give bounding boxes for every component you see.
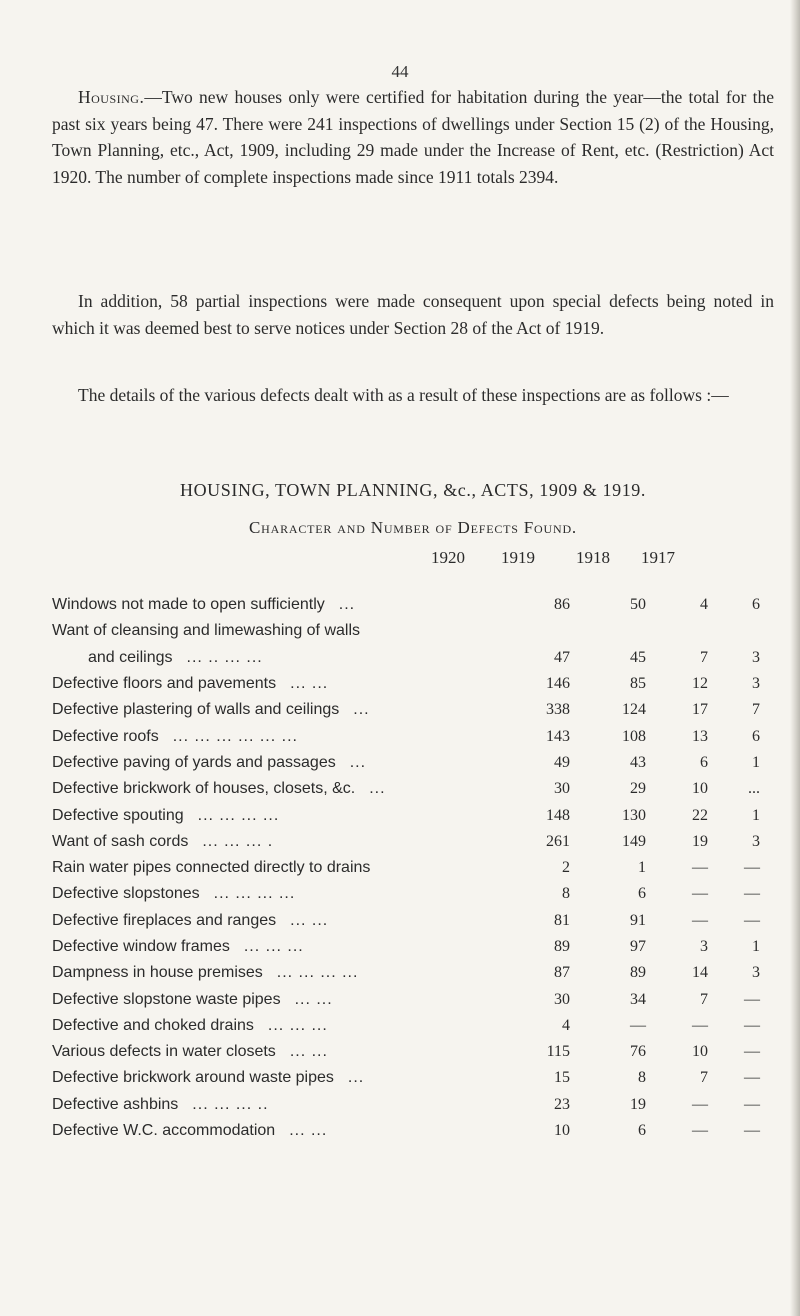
count-1920: 30 xyxy=(554,990,570,1008)
count-1917: 6 xyxy=(752,727,760,745)
count-1919: 29 xyxy=(630,780,646,798)
table-row xyxy=(52,881,760,907)
leader-dots: ... ... xyxy=(289,1122,328,1140)
count-1920 xyxy=(528,618,570,644)
count-1919: 6 xyxy=(638,885,646,903)
paragraph-housing xyxy=(52,84,774,190)
count-1920: 2 xyxy=(562,859,570,877)
count-1919: 19 xyxy=(630,1095,646,1113)
count-1917: — xyxy=(744,1043,760,1061)
scan-edge-shadow xyxy=(790,0,800,1316)
count-1917: 7 xyxy=(752,701,760,719)
count-1919: 89 xyxy=(630,964,646,982)
count-1919: 149 xyxy=(622,832,646,850)
leader-dots: ... ... ... .. xyxy=(192,1095,269,1113)
table-row xyxy=(52,1013,760,1039)
count-1917: — xyxy=(744,1095,760,1113)
count-1918: — xyxy=(692,859,708,877)
count-1920: 143 xyxy=(546,727,570,745)
defect-label xyxy=(52,829,528,855)
defect-name: Defective roofs xyxy=(52,727,159,745)
defect-label xyxy=(52,855,528,881)
defect-name: Defective paving of yards and passages xyxy=(52,753,336,771)
leader-dots: ... ... xyxy=(290,911,329,929)
paragraph-details-intro: The details of the various defects dealt with as a result of these inspections are as follows :— xyxy=(78,385,729,405)
defect-label xyxy=(52,697,528,723)
table-row xyxy=(52,934,760,960)
count-1920: 86 xyxy=(554,596,570,614)
table-row xyxy=(52,1039,760,1065)
defect-name: Defective floors and pavements xyxy=(52,675,277,693)
table-row xyxy=(52,986,760,1012)
count-1918: 22 xyxy=(692,806,708,824)
defect-label xyxy=(52,802,528,828)
count-1919: 34 xyxy=(630,990,646,1008)
table-row xyxy=(52,908,760,934)
defect-label xyxy=(52,776,528,802)
count-1918: — xyxy=(692,911,708,929)
count-1920: 87 xyxy=(554,964,570,982)
leader-dots: ... .. ... ... xyxy=(186,648,263,666)
defect-name: Defective slopstones xyxy=(52,885,200,903)
defect-label xyxy=(52,1039,528,1065)
leader-dots: ... ... ... ... xyxy=(276,964,359,982)
defect-name: Defective spouting xyxy=(52,806,184,824)
count-1918: 7 xyxy=(700,990,708,1008)
table-row xyxy=(52,1065,760,1091)
table-row xyxy=(52,697,760,723)
defect-label xyxy=(52,592,528,618)
leader-dots: ... ... xyxy=(289,1043,328,1061)
defect-name: Defective window frames xyxy=(52,938,230,955)
table-row xyxy=(52,645,760,671)
count-1917: — xyxy=(744,1069,760,1087)
defect-name: Defective W.C. accommodation xyxy=(52,1122,276,1140)
count-1918: 7 xyxy=(700,648,708,666)
count-1920: 261 xyxy=(546,832,570,850)
defect-name: Defective ashbins xyxy=(52,1095,179,1113)
count-1919: 1 xyxy=(638,859,646,877)
count-1920: 8 xyxy=(562,885,570,903)
count-1920: 4 xyxy=(562,1016,570,1034)
defect-name: Want of cleansing and limewashing of walls xyxy=(52,622,361,640)
defect-label xyxy=(52,934,528,960)
defect-name: Want of sash cords xyxy=(52,832,189,850)
count-1920: 15 xyxy=(554,1069,570,1087)
count-1918: 13 xyxy=(692,727,708,745)
count-1918: 3 xyxy=(700,938,708,955)
count-1919: 97 xyxy=(630,938,646,955)
table-title: HOUSING, TOWN PLANNING, &c., ACTS, 1909 & 1919. xyxy=(179,480,647,500)
count-1918: 4 xyxy=(700,596,708,614)
year-header-1917: 1917 xyxy=(641,548,675,567)
count-1918: 6 xyxy=(700,753,708,771)
defect-label xyxy=(52,1013,528,1039)
count-1918 xyxy=(646,618,708,644)
defect-label xyxy=(52,986,528,1012)
count-1920: 81 xyxy=(554,911,570,929)
defect-label xyxy=(52,881,528,907)
table-row xyxy=(52,802,760,828)
leader-dots: ... xyxy=(347,1069,365,1087)
table-row xyxy=(52,776,760,802)
defect-label xyxy=(52,960,528,986)
page-number: 44 xyxy=(391,62,409,81)
count-1919: 43 xyxy=(630,753,646,771)
table-row xyxy=(52,723,760,749)
leader-dots: ... ... ... xyxy=(243,938,304,955)
defect-name: Windows not made to open sufficiently xyxy=(52,596,325,614)
count-1919: 91 xyxy=(630,911,646,929)
defect-name: Defective and choked drains xyxy=(52,1016,254,1034)
table-row xyxy=(52,960,760,986)
count-1917: 3 xyxy=(752,832,760,850)
count-1917: ... xyxy=(748,780,760,798)
count-1919: — xyxy=(630,1016,646,1034)
count-1919 xyxy=(570,618,646,644)
count-1919: 6 xyxy=(638,1122,646,1140)
table-subtitle: Character and Number of Defects Found. xyxy=(249,518,577,537)
leader-dots: ... xyxy=(349,753,367,771)
count-1920: 10 xyxy=(554,1122,570,1140)
count-1918: 7 xyxy=(700,1069,708,1087)
defect-name: Dampness in house premises xyxy=(52,964,263,982)
count-1919: 124 xyxy=(622,701,646,719)
year-header-1920: 1920 xyxy=(431,548,465,567)
count-1917: 1 xyxy=(752,806,760,824)
count-1917: — xyxy=(744,990,760,1008)
defect-name: Defective slopstone waste pipes xyxy=(52,990,281,1008)
leader-dots: ... xyxy=(338,596,356,614)
leader-dots: ... xyxy=(369,780,386,798)
table-row xyxy=(52,1092,760,1118)
leader-dots: ... ... ... ... xyxy=(213,885,296,903)
defect-name: Defective brickwork around waste pipes xyxy=(52,1069,334,1087)
count-1920: 23 xyxy=(554,1095,570,1113)
leader-dots: ... ... ... ... ... ... xyxy=(172,727,298,745)
count-1919: 85 xyxy=(630,675,646,693)
count-1917: — xyxy=(744,885,760,903)
count-1920: 47 xyxy=(554,648,570,666)
defect-name: Defective fireplaces and ranges xyxy=(52,911,277,929)
count-1918: 12 xyxy=(692,675,708,693)
paragraph-text: —Two new houses only were certified for habitation during the year—the total for the past six years being 47. There were 241 inspections of dwellings under Section 15 (2) of the Housing, Town Planning, etc., Act, 1909, including 29 made under the Increase of Rent, etc. (Restriction) Act 1920. The number of complete inspections made since 1911 totals 2394. xyxy=(52,87,774,187)
count-1920: 338 xyxy=(546,701,570,719)
count-1917: 6 xyxy=(752,596,760,614)
paragraph-lead: Housing. xyxy=(78,87,145,107)
count-1920: 148 xyxy=(546,806,570,824)
defect-name: Various defects in water closets xyxy=(52,1043,276,1061)
leader-dots: ... ... ... . xyxy=(202,832,274,850)
year-header-1919: 1919 xyxy=(501,548,535,567)
count-1918: 17 xyxy=(692,701,708,719)
count-1918: — xyxy=(692,885,708,903)
count-1917: 1 xyxy=(752,938,760,955)
count-1920: 115 xyxy=(546,1043,570,1061)
defect-name: Defective brickwork of houses, closets, &c. xyxy=(52,780,356,798)
count-1917: — xyxy=(744,1122,760,1140)
defect-label xyxy=(52,618,528,644)
leader-dots: ... ... xyxy=(294,990,333,1008)
table-row xyxy=(52,855,760,881)
leader-dots: ... xyxy=(353,701,370,719)
count-1920: 89 xyxy=(554,938,570,955)
count-1919: 50 xyxy=(630,596,646,614)
count-1919: 76 xyxy=(630,1043,646,1061)
defect-label xyxy=(52,723,528,749)
count-1917: 3 xyxy=(752,648,760,666)
count-1917: — xyxy=(744,911,760,929)
table-row xyxy=(52,671,760,697)
defects-table-body xyxy=(52,592,760,1144)
defects-table xyxy=(52,592,760,1144)
count-1917: — xyxy=(744,859,760,877)
count-1917 xyxy=(708,618,760,644)
count-1918: 14 xyxy=(692,964,708,982)
count-1919: 45 xyxy=(630,648,646,666)
count-1919: 108 xyxy=(622,727,646,745)
defect-name: and ceilings xyxy=(88,648,173,666)
count-1918: 10 xyxy=(692,1043,708,1061)
defect-label xyxy=(52,671,528,697)
leader-dots: ... ... ... ... xyxy=(197,806,280,824)
count-1920: 146 xyxy=(546,675,570,693)
table-row xyxy=(52,829,760,855)
leader-dots: ... ... ... xyxy=(267,1016,328,1034)
defect-label xyxy=(52,645,528,671)
defect-label xyxy=(52,908,528,934)
table-row xyxy=(52,750,760,776)
count-1918: 10 xyxy=(692,780,708,798)
table-row xyxy=(52,1118,760,1144)
defect-label xyxy=(52,1092,528,1118)
defect-label xyxy=(52,1118,528,1144)
count-1917: 3 xyxy=(752,964,760,982)
count-1918: 19 xyxy=(692,832,708,850)
count-1918: — xyxy=(692,1095,708,1113)
defect-name: Rain water pipes connected directly to drains xyxy=(52,859,371,877)
table-row xyxy=(52,618,760,644)
defect-name: Defective plastering of walls and ceilings xyxy=(52,701,340,719)
count-1917: — xyxy=(744,1016,760,1034)
table-row xyxy=(52,592,760,618)
count-1919: 8 xyxy=(638,1069,646,1087)
count-1920: 49 xyxy=(554,753,570,771)
defect-label xyxy=(52,750,528,776)
count-1917: 1 xyxy=(752,753,760,771)
leader-dots: ... ... xyxy=(290,675,329,693)
count-1918: — xyxy=(692,1016,708,1034)
count-1918: — xyxy=(692,1122,708,1140)
count-1919: 130 xyxy=(622,806,646,824)
count-1920: 30 xyxy=(554,780,570,798)
paragraph-partial-inspections: In addition, 58 partial inspections were made consequent upon special defects being noted in which it was deemed best to serve notices under Section 28 of the Act of 1919. xyxy=(52,291,774,338)
defect-label xyxy=(52,1065,528,1091)
count-1917: 3 xyxy=(752,675,760,693)
year-header-1918: 1918 xyxy=(576,548,610,567)
